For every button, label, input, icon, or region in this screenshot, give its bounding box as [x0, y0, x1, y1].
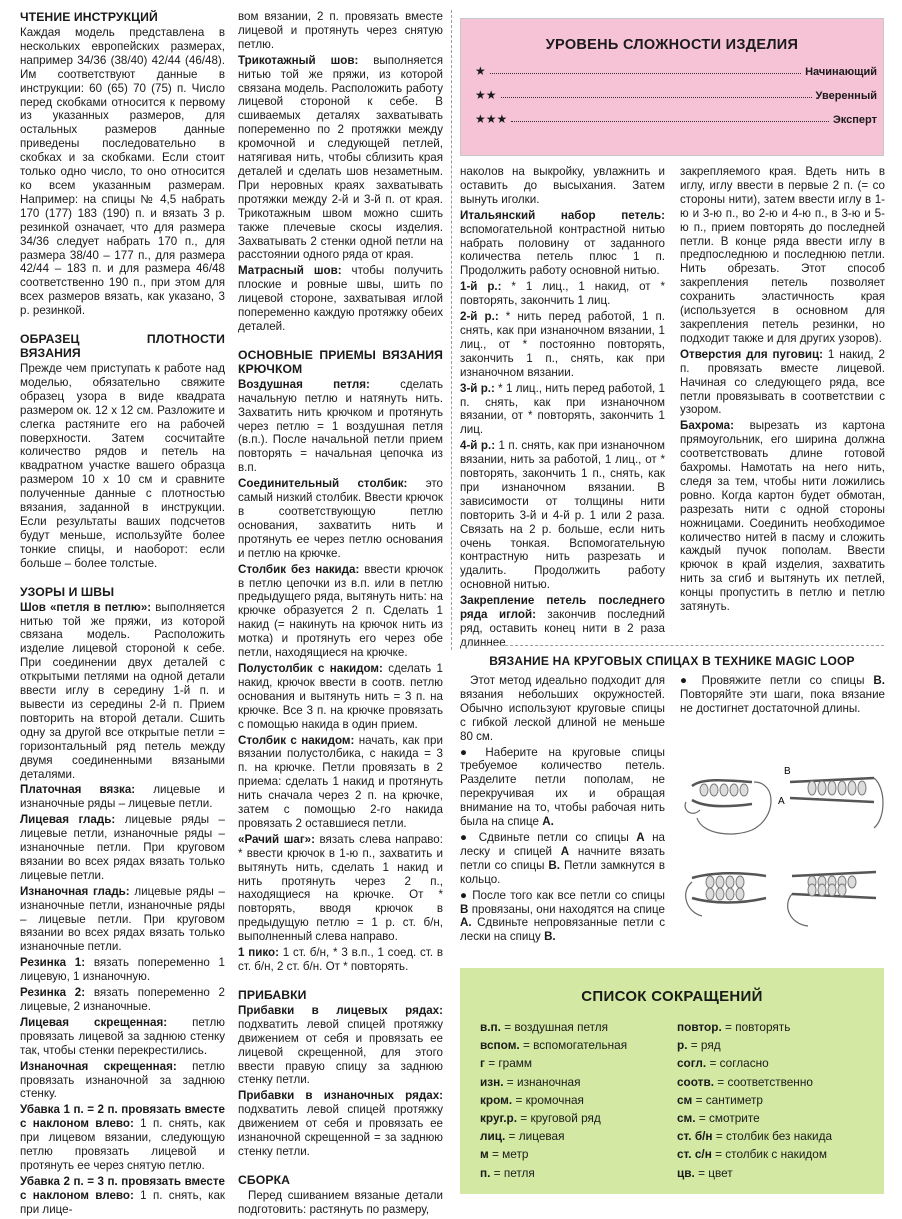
magic-loop-text-right: [680, 674, 885, 718]
abbr-item: см. = смотрите: [677, 1111, 760, 1126]
abbr-item: г = грамм: [480, 1056, 533, 1071]
entry-increase-knit: Прибавки в лицевых рядах: подхватить левой спицей протяжку движением от себя и провязать ее лицевой скрещенной, для этого ввести правую спицу за заднюю стенку петли.: [238, 1003, 443, 1087]
difficulty-label: Уверенный: [815, 90, 877, 102]
entry-bind-off-needle: Закрепление петель последнего ряда иглой: закончив последний ряд, оставить конец нити в 2 раза длиннее: [460, 594, 665, 649]
abbr-item: круг.р. = круговой ряд: [480, 1111, 601, 1126]
magic-step-3: ● После того как все петли со спицы В провязаны, они находятся на спице А. Сдвиньте непровязанные петли с лески на спицу В.: [460, 888, 665, 944]
difficulty-title: УРОВЕНЬ СЛОЖНОСТИ ИЗДЕЛИЯ: [545, 37, 799, 53]
star-icon: ★★: [475, 88, 497, 102]
entry-twisted-purl: Изнаночная скрещенная: петлю провязать изнаночной за заднюю стенку.: [20, 1059, 225, 1101]
entry-reverse-stockinette: Изнаночная гладь: лицевые ряды – изнаночные петли, изнаночные ряды – лицевые петли. При круговом вязании во всех рядах вязать только изнаночные петли.: [20, 884, 225, 954]
entry-decrease-1: Убавка 1 п. = 2 п. провязать вместе с наклоном влево: 1 п. снять, как при лицевом вязании, следующую петлю провязать лицевой и протянуть ее через снятую петлю.: [20, 1103, 226, 1172]
abbr-item: ст. б/н = столбик без накида: [677, 1129, 833, 1144]
entry-increase-purl: Прибавки в изнаночных рядах: подхватить левой спицей протяжку движением от себя и провязать ее изнаночной скрещенной = за заднюю стенку петли.: [238, 1089, 443, 1158]
entry-twisted-knit: Лицевая скрещенная: петлю провязать лицевой за заднюю стенку так, чтобы стенки перекрестились.: [20, 1015, 225, 1057]
section-divider: [460, 645, 884, 646]
difficulty-row-confident: [475, 86, 877, 102]
magic-loop-figure-2: [778, 748, 886, 838]
abbr-item: кром. = кромочная: [480, 1092, 584, 1107]
column-2: [238, 10, 443, 1219]
column-divider: [451, 10, 452, 650]
entry-slip-stitch: Соединительный столбик: это самый низкий столбик. Ввести крючок в соответствующую петлю основания, захватить нить и протянуть ее через петлю основания и петлю на крючке.: [238, 477, 443, 560]
paragraph-reading: Каждая модель представлена в нескольких европейских размерах, например 34/36 (38/40) 42/44 (46/48). Им соответствуют данные в инструкции: 60 (65) 70 (75) п. Число перед скобками относится к первому из указанных размеров, для остальных размеров данные приведены последовательно в скобках и за скобками. Если стоит только одно число, то оно относится ко всем указанным размерам. Например: на спицы № 4,5 набрать 170 (177) 183 (190) п. и вязать 3 р. резинкой означает, что для размера 34/36 следует набрать 170 п., для размера 38/40 – 177 п., для размера 42/44 – 183 п. и для размера 46/48 соответственно 190 п., при этом для всех размеров вязать, как указано, 3 р. резинкой.: [20, 26, 225, 318]
abbreviations-box: [460, 968, 884, 1194]
paragraph-continued: наколов на выкройку, увлажнить и оставить до высыхания. Затем вынуть иголки.: [460, 165, 665, 206]
entry-graft-seam: Шов «петля в петлю»: выполняется нитью той же пряжи, из которой связана модель. Расположить изделие лицевой стороной к себе. При соединении двух деталей с открытыми петлями на одной детали ввести иглу в середину 1-й п. и вывести из середины 2-й п. Прием повторить на второй детали. Сшить одну за другой все открытые петли = горизонтальный ряд петель между двумя соединенными вязаными деталями.: [20, 600, 226, 781]
abbr-item: цв. = цвет: [677, 1165, 733, 1180]
needle-label-a: A: [778, 796, 785, 807]
abbr-item: лиц. = лицевая: [480, 1129, 565, 1144]
column-4: [680, 165, 885, 616]
magic-loop-figure-4: [782, 842, 886, 932]
entry-crab-stitch: «Рачий шаг»: вязать слева направо: * ввести крючок в 1-ю п., захватить и вытянуть нить, сделать 1 накид и нить протянуть через 2 п., находящиеся на крючке. От * повторять, вводя крючок в предыдущую петлю = 1 р. ст. б/н, выполненный слева направо.: [238, 832, 443, 944]
dotted-leader: [490, 73, 801, 74]
abbr-item: р. = ряд: [677, 1038, 721, 1053]
difficulty-box: [460, 18, 884, 156]
entry-garter: Платочная вязка: лицевые и изнаночные ряды – лицевые петли.: [20, 783, 226, 811]
entry-decrease-2: Убавка 2 п. = 3 п. провязать вместе с наклоном влево: 1 п. снять, как при лице-: [20, 1174, 226, 1216]
magic-loop-title: ВЯЗАНИЕ НА КРУГОВЫХ СПИЦАХ В ТЕХНИКЕ MAGIC LOOP: [489, 654, 855, 668]
dotted-leader: [501, 97, 812, 98]
difficulty-label: Начинающий: [805, 66, 877, 78]
entry-stockinette: Лицевая гладь: лицевые ряды – лицевые петли, изнаночные ряды – изнаночные петли. При круговом вязании во всех рядах вязать только лицевые петли.: [20, 813, 225, 882]
abbr-item: см = сантиметр: [677, 1092, 763, 1107]
entry-row-1: 1-й р.: * 1 лиц., 1 накид, от * повторять, закончить 1 лиц.: [460, 280, 665, 308]
abbr-item: п. = петля: [480, 1165, 535, 1180]
bullet-icon: ●: [460, 888, 473, 902]
star-icon: ★: [475, 64, 486, 78]
section-title-crochet: ОСНОВНЫЕ ПРИЕМЫ ВЯЗАНИЯ КРЮЧКОМ: [238, 347, 443, 376]
entry-buttonholes: Отверстия для пуговиц: 1 накид, 2 п. провязать вместе лицевой. Начиная со следующего ряда, все петли провязывать в соответствии с узором.: [680, 347, 885, 417]
section-title-patterns: УЗОРЫ И ШВЫ: [20, 584, 115, 599]
abbr-item: согл. = согласно: [677, 1056, 769, 1071]
section-title-assembly: СБОРКА: [238, 1172, 291, 1187]
column-1: [20, 10, 225, 1219]
abbreviations-left: [480, 1018, 677, 1182]
column-3: [460, 165, 665, 652]
abbr-item: соотв. = соответственно: [677, 1074, 813, 1089]
difficulty-row-expert: [475, 110, 877, 126]
section-title-gauge: ОБРАЗЕЦ ПЛОТНОСТИ ВЯЗАНИЯ: [20, 332, 225, 361]
entry-rib-1: Резинка 1: вязать попеременно 1 лицевую, 1 изнаночную.: [20, 956, 225, 984]
entry-row-2: 2-й р.: * нить перед работой, 1 п. снять, как при изнаночном вязании, 1 лиц., от * постоянно повторять, закончить 1 п., снять, как при изнаночном вязании.: [460, 310, 666, 379]
entry-mattress-seam: Матрасный шов: чтобы получить плоские и ровные швы, шить по лицевой стороне, захватывая иглой попеременно каждую протяжку обеих деталей.: [238, 264, 444, 333]
magic-intro: Этот метод идеально подходит для вязания небольших окружностей. Обычно используют круговые спицы с гибкой леской длиной не меньше 80 см.: [460, 674, 665, 743]
abbreviations-title: СПИСОК СОКРАЩЕНИЙ: [581, 988, 763, 1005]
abbr-item: м = метр: [480, 1147, 529, 1162]
needle-label-b: B: [784, 766, 791, 777]
section-title-reading: ЧТЕНИЕ ИНСТРУКЦИЙ: [20, 10, 158, 24]
magic-loop-text-left: [460, 674, 665, 946]
entry-italian-cast-on: Итальянский набор петель: вспомогательной контрастной нитью набрать половину от заданного количества петель плюс 1 п. Продолжить работу основной нитью.: [460, 208, 665, 278]
abbr-item: ст. с/н = столбик с накидом: [677, 1147, 827, 1162]
entry-rib-2: Резинка 2: вязать попеременно 2 лицевые, 2 изнаночные.: [20, 986, 225, 1013]
bullet-icon: ●: [460, 745, 486, 759]
difficulty-row-beginner: [475, 62, 877, 78]
star-icon: ★★★: [475, 112, 508, 126]
entry-chain: Воздушная петля: сделать начальную петлю и натянуть нить. Захватить нить крючком и протянуть через петлю = 1 воздушная петля (в.п.). После начальной петли прием повторять = начальная цепочка из в.п.: [238, 377, 443, 475]
abbr-item: вспом. = вспомогательная: [480, 1038, 628, 1053]
abbreviations-columns: [480, 1018, 874, 1182]
paragraph-continued: вом вязании, 2 п. провязать вместе лицевой и протянуть через снятую петлю.: [238, 10, 443, 51]
magic-loop-figure-1: [682, 748, 782, 838]
abbr-item: изн. = изнаночная: [480, 1074, 581, 1089]
entry-half-double: Полустолбик с накидом: сделать 1 накид, крючок ввести в соотв. петлю основания и вытянуть нить = 3 п. на крючке. Все 3 п. на крючке провязать с помощью накида в один прием.: [238, 661, 444, 731]
section-title-increases: ПРИБАВКИ: [238, 987, 307, 1002]
magic-loop-figure-3: [682, 842, 782, 932]
magic-step-4: ● Провяжите петли со спицы В. Повторяйте эти шаги, пока вязание не достигнет достаточной длины.: [680, 674, 885, 715]
entry-picot: 1 пико: 1 ст. б/н, * 3 в.п., 1 соед. ст. в ст. б/н, 2 ст. б/н. От * повторять.: [238, 946, 443, 973]
entry-row-3: 3-й р.: * 1 лиц., нить перед работой, 1 п. снять, как при изнаночном вязании, от * повторять, закончить 1 лиц.: [460, 381, 665, 437]
entry-single-crochet: Столбик без накида: ввести крючок в петлю цепочки из в.п. или в петлю предыдущего ряда, вытянуть нить: на крючке образуется 2 п. Сделать 1 накид (= накинуть на крючок нить из мотка) и протянуть его через обе петли, находящиеся на крючке.: [238, 562, 444, 660]
entry-double-crochet: Столбик с накидом: начать, как при вязании полустолбика, с накида = 3 п. на крючке. Петли провязать в 2 приема: сделать 1 накид и протянуть нить сначала через 2 п. на крючке, затем с помощью 2-го накида провязать 2 оставшиеся петли.: [238, 733, 443, 830]
entry-fringe: Бахрома: вырезать из картона прямоугольник, его ширина должна соответствовать длине готовой бахромы. Намотать на него нить, следя за тем, чтобы нити ложились ровно. Когда картон будет обмотан, разрезать нити с одной стороны ножницами. Соединить необходимое количество нитей в пасму и сложить каждый пучок пополам. Ввести крючок в край изделия, захватить нить за сгиб и вытянуть их петлей, концы пропустить в петлю и петлю затянуть.: [680, 419, 885, 614]
entry-row-4: 4-й р.: 1 п. снять, как при изнаночном вязании, нить за работой, 1 лиц., от * повторять, закончить 1 п., снять, как при изнаночном вязании. В зависимости от толщины нити повторить 3-й и 4-й р. 1 или 2 раза. Связать на 2 р. больше, если нить очень тонкая. Вспомогательную контрастную нить разрезать и удалить. Продолжить работу основной нитью.: [460, 439, 665, 592]
abbreviations-right: [677, 1018, 874, 1182]
paragraph-continued: закрепляемого края. Вдеть нить в иглу, иглу ввести в первые 2 п. (= со стороны нити), затем ввести иглу в 1-ю и 3-ю п., во 2-ю и 4-ю п., в 3-ю и 5-ю п., прием повторять до последней петли. В конце ряда ввести иглу в предпоследнюю и последнюю петли. Нить обрезать. Этот способ закрепления петель позволяет сохранить эластичность края (используется в основном для закрепления петель резинки, но подходит также и для других узоров).: [680, 165, 885, 345]
paragraph-gauge: Прежде чем приступать к работе над моделью, обязательно свяжите образец узора в виде квадрата размером ок. 12 х 12 см. Разложите и слегка растяните его на рабочей поверхности. Затем сосчитайте количество рядов и петель на квадратном участке вашего образца размером 10 х 10 см и сравните полученные данные с плотностью вязания, заданной в инструкции. Если результаты ваших подсчетов будут меньше, используйте более тонкие спицы, и наоборот: если больше – более толстые.: [20, 362, 225, 570]
dotted-leader: [511, 121, 829, 122]
bullet-icon: ●: [680, 674, 702, 687]
difficulty-label: Эксперт: [832, 114, 877, 126]
paragraph-assembly: Перед сшиванием вязаные детали подготовить: растянуть по размеру,: [238, 1188, 443, 1216]
abbr-item: в.п. = воздушная петля: [480, 1020, 609, 1034]
magic-step-2: ● Сдвиньте петли со спицы А на леску и спицей А начните вязать петли со спицы В. Петли замкнутся в кольцо.: [460, 830, 666, 886]
entry-knit-seam: Трикотажный шов: выполняется нитью той же пряжи, из которой связана модель. Расположить работу лицевой стороной к себе. В сшиваемых деталях захватывать попеременно по 2 протяжки между кромочной и следующей петлей, натягивая нить, чтобы сблизить края деталей и сделать шов незаметным. При неровных краях захватывать протяжки между 2-й и 3-й п. от края. Трикотажным швом можно сшить также плечевые скосы изделия. Захватывать 2 стенки одной петли на расстоянии одного ряда от края.: [238, 53, 444, 262]
bullet-icon: ●: [460, 830, 479, 844]
magic-step-1: ● Наберите на круговые спицы требуемое количество петель. Разделите петли пополам, не перекручивая их и обращая внимание на то, чтобы рабочая нить была на спице А.: [460, 745, 665, 829]
abbr-item: повтор. = повторять: [677, 1020, 791, 1034]
